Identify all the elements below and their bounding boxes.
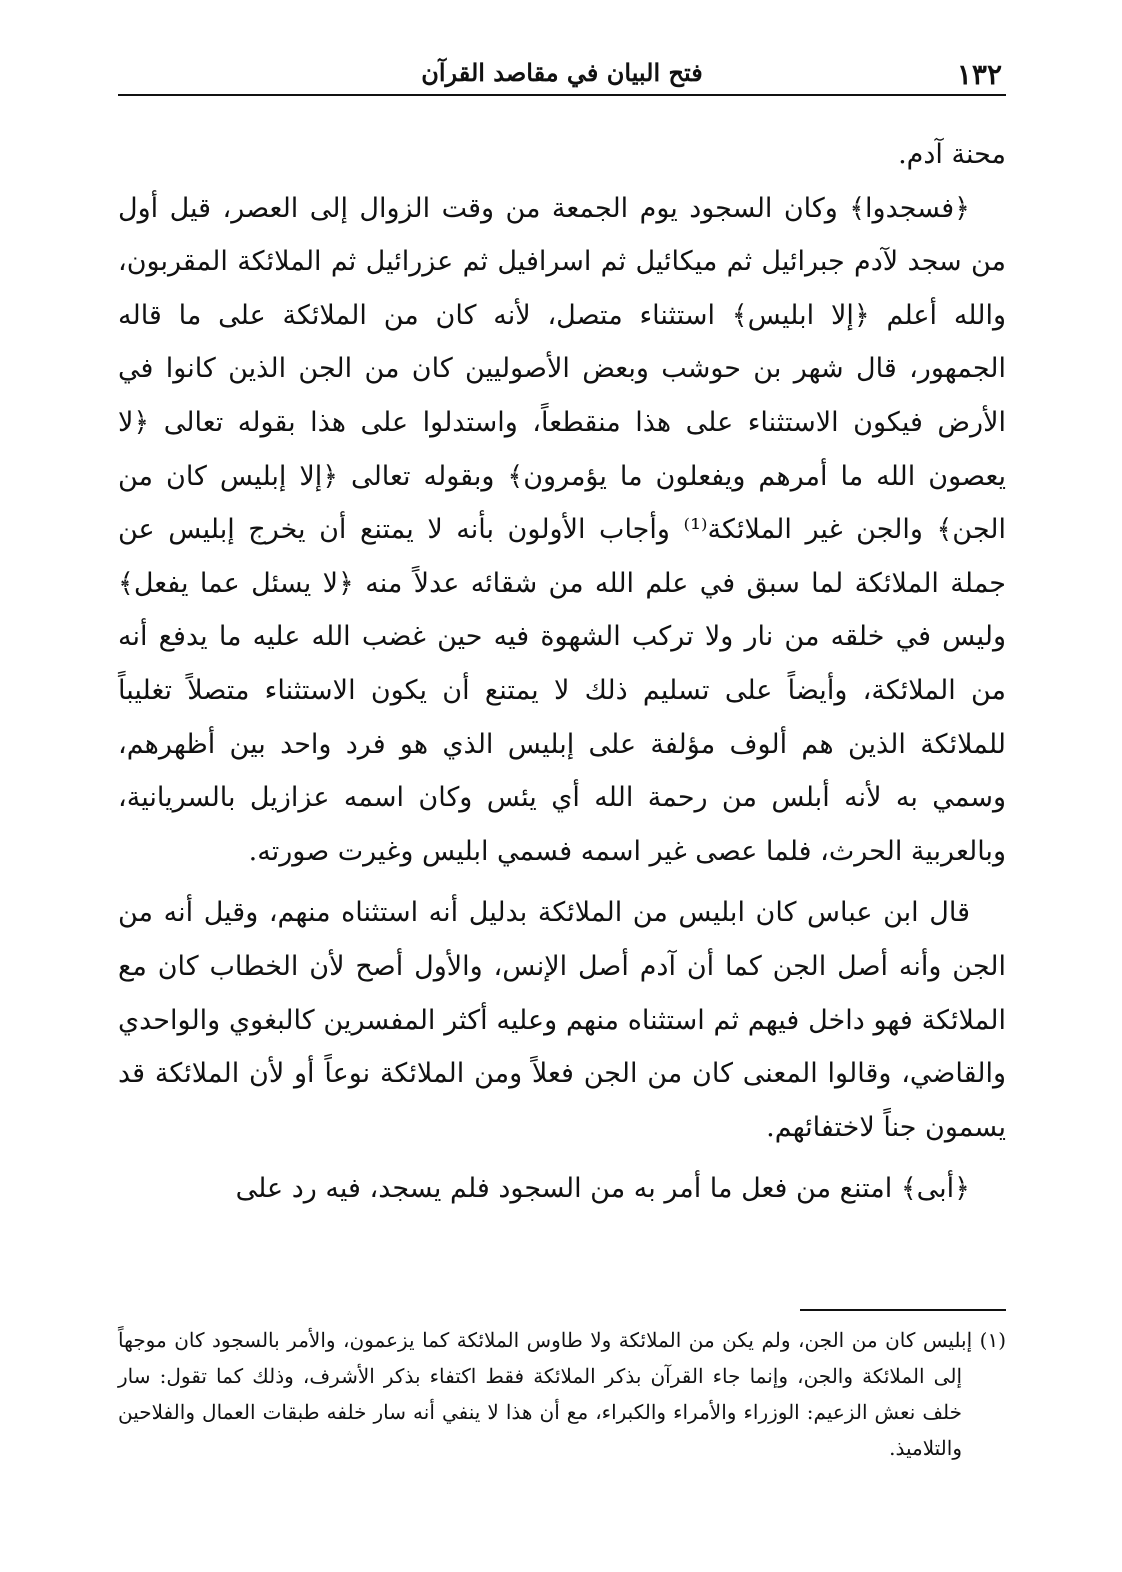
main-text — [118, 128, 1006, 1216]
running-title: فتح البيان في مقاصد القرآن — [421, 58, 703, 87]
page-number: ١٣٢ — [956, 58, 1002, 91]
paragraph: قال ابن عباس كان ابليس من الملائكة بدليل أنه استثناه منهم، وقيل أنه من الجن وأنه أصل الجن كما أن آدم أصل الإنس، والأول أصح لأن الخطاب كان مع الملائكة فهو داخل فيهم ثم استثناه منهم وعليه أكثر المفسرين كالبغوي والواحدي والقاضي، وقالوا المعنى كان من الجن فعلاً ومن الملائكة نوعاً أو لأن الملائكة قد يسمون جناً لاختفائهم. — [118, 897, 1006, 1143]
footnote-separator — [800, 1309, 1006, 1311]
page-header — [118, 52, 1006, 96]
footnote: (١) إبليس كان من الجن، ولم يكن من الملائكة ولا طاوس الملائكة كما يزعمون، والأمر بالسجود كان موجهاً إلى الملائكة والجن، وإنما جاء القرآن بذكر الملائكة فقط اكتفاء بذكر الأشرف، وذلك كما تقول: سار خلف نعش الزعيم: الوزراء والأمراء والكبراء، مع أن هذا لا ينفي أنه سار خلفه طبقات العمال والفلاحين والتلاميذ. — [118, 1328, 1006, 1460]
footnotes — [118, 1322, 1006, 1466]
paragraph: ﴿أبى﴾ امتنع من فعل ما أمر به من السجود فلم يسجد، فيه رد على — [235, 1173, 970, 1205]
paragraph: ﴿فسجدوا﴾ وكان السجود يوم الجمعة من وقت الزوال إلى العصر، قيل أول من سجد لآدم جبرائيل ثم ميكائيل ثم اسرافيل ثم عزرائيل ثم الملائكة المقربون، والله أعلم ﴿إلا ابليس﴾ استثناء متصل، لأنه كان من الملائكة على ما قاله الجمهور، قال شهر بن حوشب وبعض الأصوليين كان من الجن الذين كانوا في الأرض فيكون الاستثناء على هذا منقطعاً، واستدلوا على هذا بقوله تعالى ﴿لا يعصون الله ما أمرهم ويفعلون ما يؤمرون﴾ وبقوله تعالى ﴿إلا إبليس كان من الجن﴾ والجن غير الملائكة⁽¹⁾ وأجاب الأولون بأنه لا يمتنع أن يخرج إبليس عن جملة الملائكة لما سبق في علم الله من شقائه عدلاً منه ﴿لا يسئل عما يفعل﴾ وليس في خلقه من نار ولا تركب الشهوة فيه حين غضب الله عليه ما يدفع أنه من الملائكة، وأيضاً على تسليم ذلك لا يمتنع أن يكون الاستثناء متصلاً تغليباً للملائكة الذين هم ألوف مؤلفة على إبليس الذي هو فرد واحد بين أظهرهم، وسمي به لأنه أبلس من رحمة الله أي يئس وكان اسمه عزازيل بالسريانية، وبالعربية الحرث، فلما عصى غير اسمه فسمي ابليس وغيرت صورته. — [118, 192, 1006, 867]
paragraph-section-heading: محنة آدم. — [898, 139, 1006, 170]
